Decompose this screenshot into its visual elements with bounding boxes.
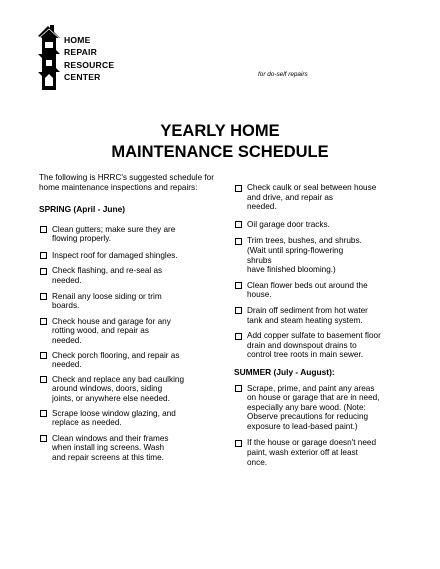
summer-list	[234, 384, 409, 468]
checklist-item-text: Add copper sulfate to basement floor drain and downspout drains to control tree roots in main sewer.	[247, 331, 381, 360]
checkbox-square-icon	[40, 252, 47, 259]
checklist-item	[39, 225, 229, 244]
checklist-item	[234, 384, 409, 432]
logo-line-repair: REPAIR	[64, 47, 98, 58]
checklist-item-text: Oil garage door tracks.	[247, 219, 330, 229]
checklist-item-text: Inspect roof for damaged shingles.	[52, 250, 178, 260]
checklist-item-text: Check house and garage for any rotting wood, and repair as needed.	[52, 316, 171, 345]
checklist-item	[234, 236, 409, 274]
checklist-item-text: Clean gutters; make sure they are flowing properly.	[52, 224, 176, 244]
checkbox-square-icon	[40, 376, 47, 383]
checkbox-square-icon	[235, 221, 242, 228]
checklist-item	[39, 266, 229, 285]
checklist-item	[39, 409, 229, 428]
checklist-item-text: Clean windows and their frames when install ing screens. Wash and repair screens at this time.	[52, 433, 169, 462]
checklist-item	[234, 281, 409, 300]
checklist-item-text: Trim trees, bushes, and shrubs. (Wait until spring-flowering shrubs have finished blooming.)	[247, 236, 362, 275]
checklist-item	[234, 438, 409, 467]
spring-list	[39, 225, 229, 463]
checklist-item	[39, 434, 229, 463]
checkbox-square-icon	[40, 318, 47, 325]
checklist-item-text: Drain off sediment from hot water tank and steam heating system.	[247, 305, 368, 325]
logo-line-resource: RESOURCE	[64, 59, 115, 70]
checklist-item	[234, 220, 409, 230]
checklist-item-text: Check porch flooring, and repair as needed.	[52, 350, 180, 370]
checkbox-square-icon	[235, 185, 242, 192]
left-column	[39, 205, 229, 462]
checkbox-square-icon	[40, 226, 47, 233]
checklist-item-text: If the house or garage doesn't need paint, wash exterior off at least once.	[247, 438, 377, 467]
hrrc-logo	[36, 24, 126, 94]
checklist-item-text: Renail any loose siding or trim boards.	[52, 291, 162, 311]
checklist-item	[234, 306, 409, 325]
checkbox-square-icon	[40, 435, 47, 442]
page-title-line1: YEARLY HOME	[160, 122, 280, 140]
checkbox-square-icon	[40, 352, 47, 359]
checklist-item-text: Check caulk or seal between house and drive, and repair as needed.	[247, 183, 377, 212]
checkbox-square-icon	[40, 293, 47, 300]
checkbox-square-icon	[235, 307, 242, 314]
spring-heading: SPRING (April - June)	[39, 204, 126, 214]
checklist-item	[39, 317, 229, 346]
checkbox-square-icon	[235, 238, 242, 245]
checklist-item	[39, 292, 229, 311]
checkbox-square-icon	[235, 385, 242, 392]
spring-continued-list	[234, 183, 409, 360]
logo-line-home: HOME	[64, 35, 91, 45]
right-column	[234, 183, 409, 467]
logo-line-center: CENTER	[64, 72, 101, 83]
checklist-item	[39, 351, 229, 370]
intro-paragraph: The following is HRRC's suggested schedule for home maintenance inspections and repairs:	[39, 173, 214, 193]
checklist-item	[39, 251, 229, 261]
checklist-item-text: Check and replace any bad caulking around windows, doors, siding joints, or anywhere else needed.	[52, 374, 184, 403]
checklist-item	[234, 183, 409, 212]
checklist-item	[234, 331, 409, 360]
checkbox-square-icon	[40, 410, 47, 417]
checklist-item-text: Scrape loose window glazing, and replace as needed.	[52, 408, 176, 428]
tagline: for do-self repairs	[258, 71, 308, 78]
checkbox-square-icon	[235, 440, 242, 447]
summer-heading: SUMMER (July - August):	[234, 366, 335, 377]
checklist-item	[39, 375, 229, 404]
checklist-item-text: Scrape, prime, and paint any areas on house or garage that are in need, especially any bare wood. (Note: Observe precautions for reducing exposure to lead-based paint.)	[247, 383, 380, 431]
house-logo-icon	[36, 24, 62, 94]
checklist-item-text: Check flashing, and re-seal as needed.	[52, 266, 163, 285]
checklist-item-text: Clean flower beds out around the house.	[247, 280, 368, 300]
checkbox-square-icon	[40, 268, 47, 275]
checkbox-square-icon	[235, 282, 242, 289]
checkbox-square-icon	[235, 333, 242, 340]
page-title-line2: MAINTENANCE SCHEDULE	[111, 143, 329, 161]
